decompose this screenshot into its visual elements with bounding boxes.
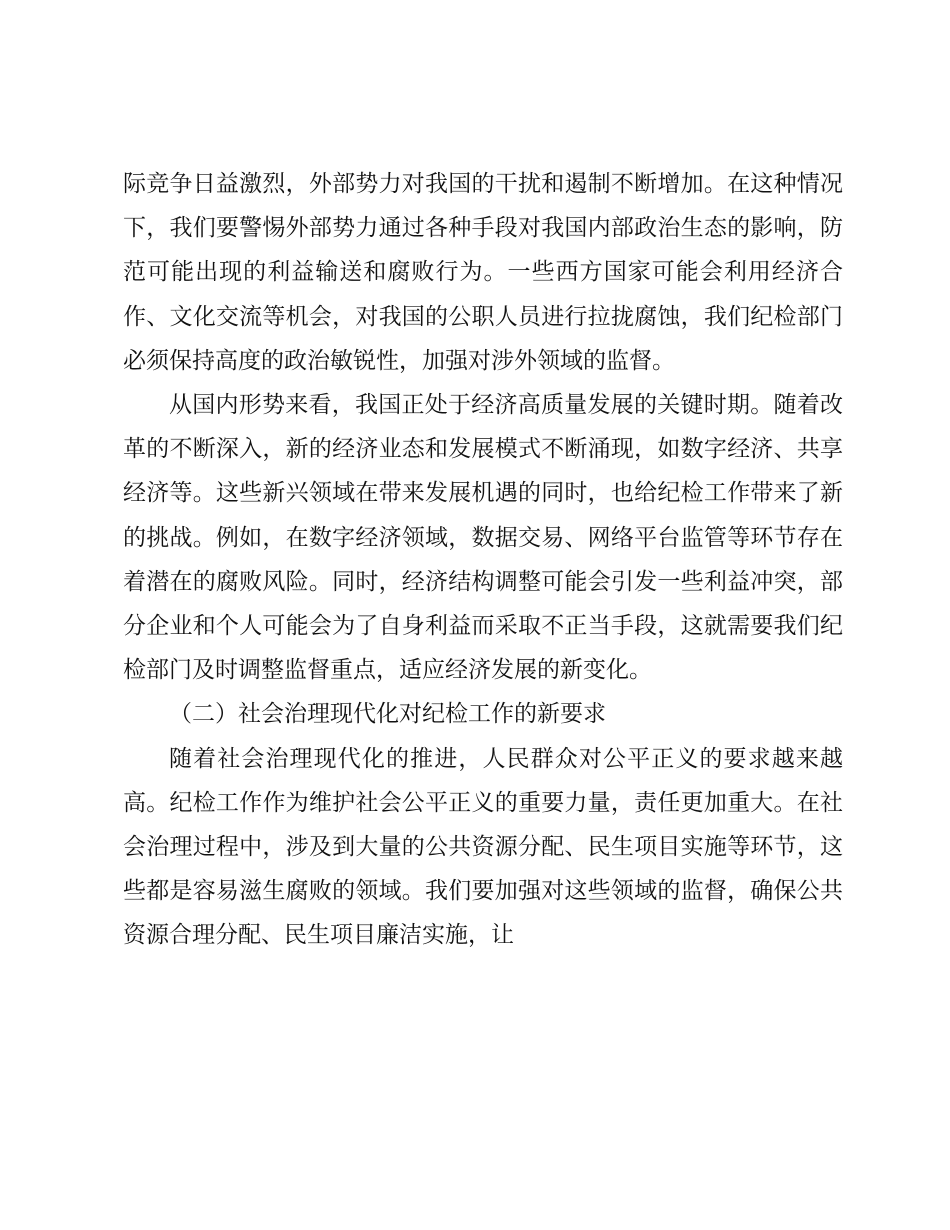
document-body bbox=[123, 162, 843, 958]
paragraph-foreign-influence: 际竞争日益激烈，外部势力对我国的干扰和遏制不断增加。在这种情况下，我们要警惕外部势力通过各种手段对我国内部政治生态的影响，防范可能出现的利益输送和腐败行为。一些西方国家可能会利用经济合作、文化交流等机会，对我国的公职人员进行拉拢腐蚀，我们纪检部门必须保持高度的政治敏锐性，加强对涉外领域的监督。 bbox=[123, 171, 843, 374]
paragraph-domestic-situation: 从国内形势来看，我国正处于经济高质量发展的关键时期。随着改革的不断深入，新的经济业态和发展模式不断涌现，如数字经济、共享经济等。这些新兴领域在带来发展机遇的同时，也给纪检工作带来了新的挑战。例如，在数字经济领域，数据交易、网络平台监管等环节存在着潜在的腐败风险。同时，经济结构调整可能会引发一些利益冲突，部分企业和个人可能会为了自身利益而采取不正当手段，这就需要我们纪检部门及时调整监督重点，适应经济发展的新变化。 bbox=[123, 392, 843, 684]
section-heading: （二）社会治理现代化对纪检工作的新要求 bbox=[169, 701, 606, 728]
paragraph-social-governance: 随着社会治理现代化的推进，人民群众对公平正义的要求越来越高。纪检工作作为维护社会公平正义的重要力量，责任更加重大。在社会治理过程中，涉及到大量的公共资源分配、民生项目实施等环节，这些都是容易滋生腐败的领域。我们要加强对这些领域的监督，确保公共资源合理分配、民生项目廉洁实施，让 bbox=[123, 745, 843, 949]
